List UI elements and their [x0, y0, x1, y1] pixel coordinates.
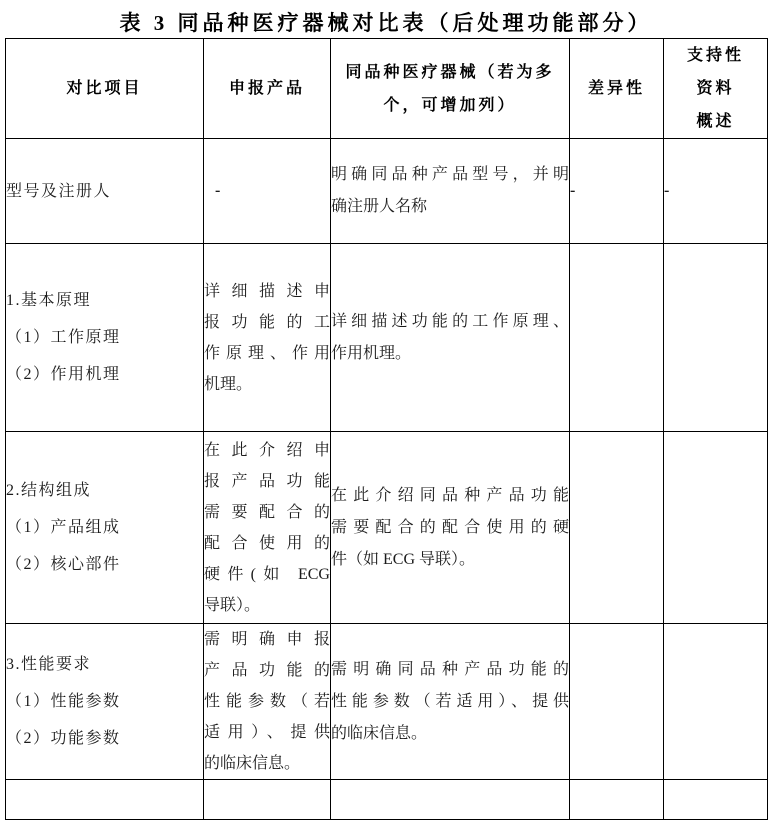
cell-equivalent-device — [331, 780, 570, 820]
header-line: 同品种医疗器械（若为多 — [345, 63, 555, 81]
cell-line: 配合使用的 — [204, 534, 330, 552]
cell-line: 的临床信息。 — [331, 724, 428, 742]
cell-line: 导联）。 — [204, 596, 261, 614]
cell-line: 机理。 — [204, 375, 253, 393]
cell-equivalent-device — [331, 244, 570, 432]
cell-compare-item — [6, 244, 204, 432]
header-cell-equivalent-device — [331, 39, 570, 139]
header-line: 差异性 — [587, 80, 645, 97]
cell-line: 适用）、提供 — [204, 724, 330, 741]
cell-line: 性能参数（若适用）、提供 — [331, 692, 569, 710]
cell-line: （1）产品组成 — [6, 519, 121, 536]
cell-supporting-material — [664, 432, 768, 624]
cell-line: （2）功能参数 — [6, 730, 121, 747]
cell-line: 报功能的工 — [204, 313, 330, 331]
header-line: 概述 — [696, 113, 735, 130]
header-cell-declared-product — [204, 39, 331, 139]
cell-difference — [570, 780, 664, 820]
cell-line: 性能参数（若 — [204, 693, 330, 710]
cell-line: （1）性能参数 — [6, 693, 121, 710]
cell-difference — [570, 432, 664, 624]
cell-supporting-material — [664, 244, 768, 432]
cell-line: - — [570, 182, 576, 199]
table-title: 表 3 同品种医疗器械对比表（后处理功能部分） — [119, 11, 653, 35]
cell-line: 件（如 ECG 导联）。 — [331, 550, 476, 568]
header-line: 个，可增加列） — [383, 96, 517, 114]
cell-difference — [570, 624, 664, 780]
cell-declared-product — [204, 139, 331, 244]
cell-line: 产品功能的 — [204, 662, 330, 679]
cell-line: 硬件(如 ECG — [204, 565, 330, 583]
cell-declared-product — [204, 624, 331, 780]
table-row-partial — [6, 780, 768, 820]
cell-declared-product — [204, 432, 331, 624]
cell-line: 的临床信息。 — [204, 755, 301, 772]
header-cell-supporting-material — [664, 39, 768, 139]
header-line: 支持性 — [686, 47, 744, 64]
header-line: 对比项目 — [66, 80, 143, 97]
table-row-basic-principle — [6, 244, 768, 432]
comparison-table — [5, 38, 768, 820]
cell-line: 3.性能要求 — [6, 656, 92, 673]
header-cell-difference — [570, 39, 664, 139]
cell-line: 明确同品种产品型号，并明 — [331, 166, 569, 183]
cell-compare-item — [6, 139, 204, 244]
cell-line: 确注册人名称 — [331, 198, 428, 215]
cell-supporting-material — [664, 780, 768, 820]
table-row-model-registrant — [6, 139, 768, 244]
cell-declared-product — [204, 780, 331, 820]
cell-supporting-material — [664, 139, 768, 244]
cell-line: 作原理、作用 — [204, 344, 330, 362]
cell-line: （1）工作原理 — [6, 329, 121, 346]
cell-line: 需要配合的 — [204, 503, 330, 521]
cell-difference — [570, 139, 664, 244]
cell-line: 1.基本原理 — [6, 292, 92, 309]
cell-line: 作用机理。 — [331, 344, 412, 362]
cell-declared-product — [204, 244, 331, 432]
table-row-structure-composition — [6, 432, 768, 624]
cell-compare-item — [6, 780, 204, 820]
cell-equivalent-device — [331, 432, 570, 624]
cell-equivalent-device — [331, 139, 570, 244]
cell-compare-item — [6, 624, 204, 780]
cell-line: 型号及注册人 — [6, 182, 112, 200]
header-cell-compare-item — [6, 39, 204, 139]
table-row-performance-requirement — [6, 624, 768, 780]
cell-line: 需明确申报 — [204, 631, 330, 648]
cell-line: 详细描述功能的工作原理、 — [331, 312, 569, 330]
cell-line: 2.结构组成 — [6, 482, 92, 499]
cell-line: 在此介绍同品种产品功能 — [331, 486, 569, 504]
header-line: 申报产品 — [228, 80, 305, 97]
cell-compare-item — [6, 432, 204, 624]
cell-line: 详细描述申 — [204, 282, 330, 300]
cell-line: （2）作用机理 — [6, 366, 121, 383]
cell-line: - — [664, 182, 670, 199]
cell-line: 需明确同品种产品功能的 — [331, 660, 569, 678]
cell-line: 报产品功能 — [204, 472, 330, 490]
cell-difference — [570, 244, 664, 432]
cell-line: 在此介绍申 — [204, 441, 330, 459]
cell-line: （2）核心部件 — [6, 556, 121, 573]
cell-line: 需要配合的配合使用的硬 — [331, 518, 569, 536]
cell-supporting-material — [664, 624, 768, 780]
header-line: 资料 — [696, 80, 735, 97]
table-header-row — [6, 39, 768, 139]
cell-equivalent-device — [331, 624, 570, 780]
cell-line: - — [215, 182, 221, 199]
